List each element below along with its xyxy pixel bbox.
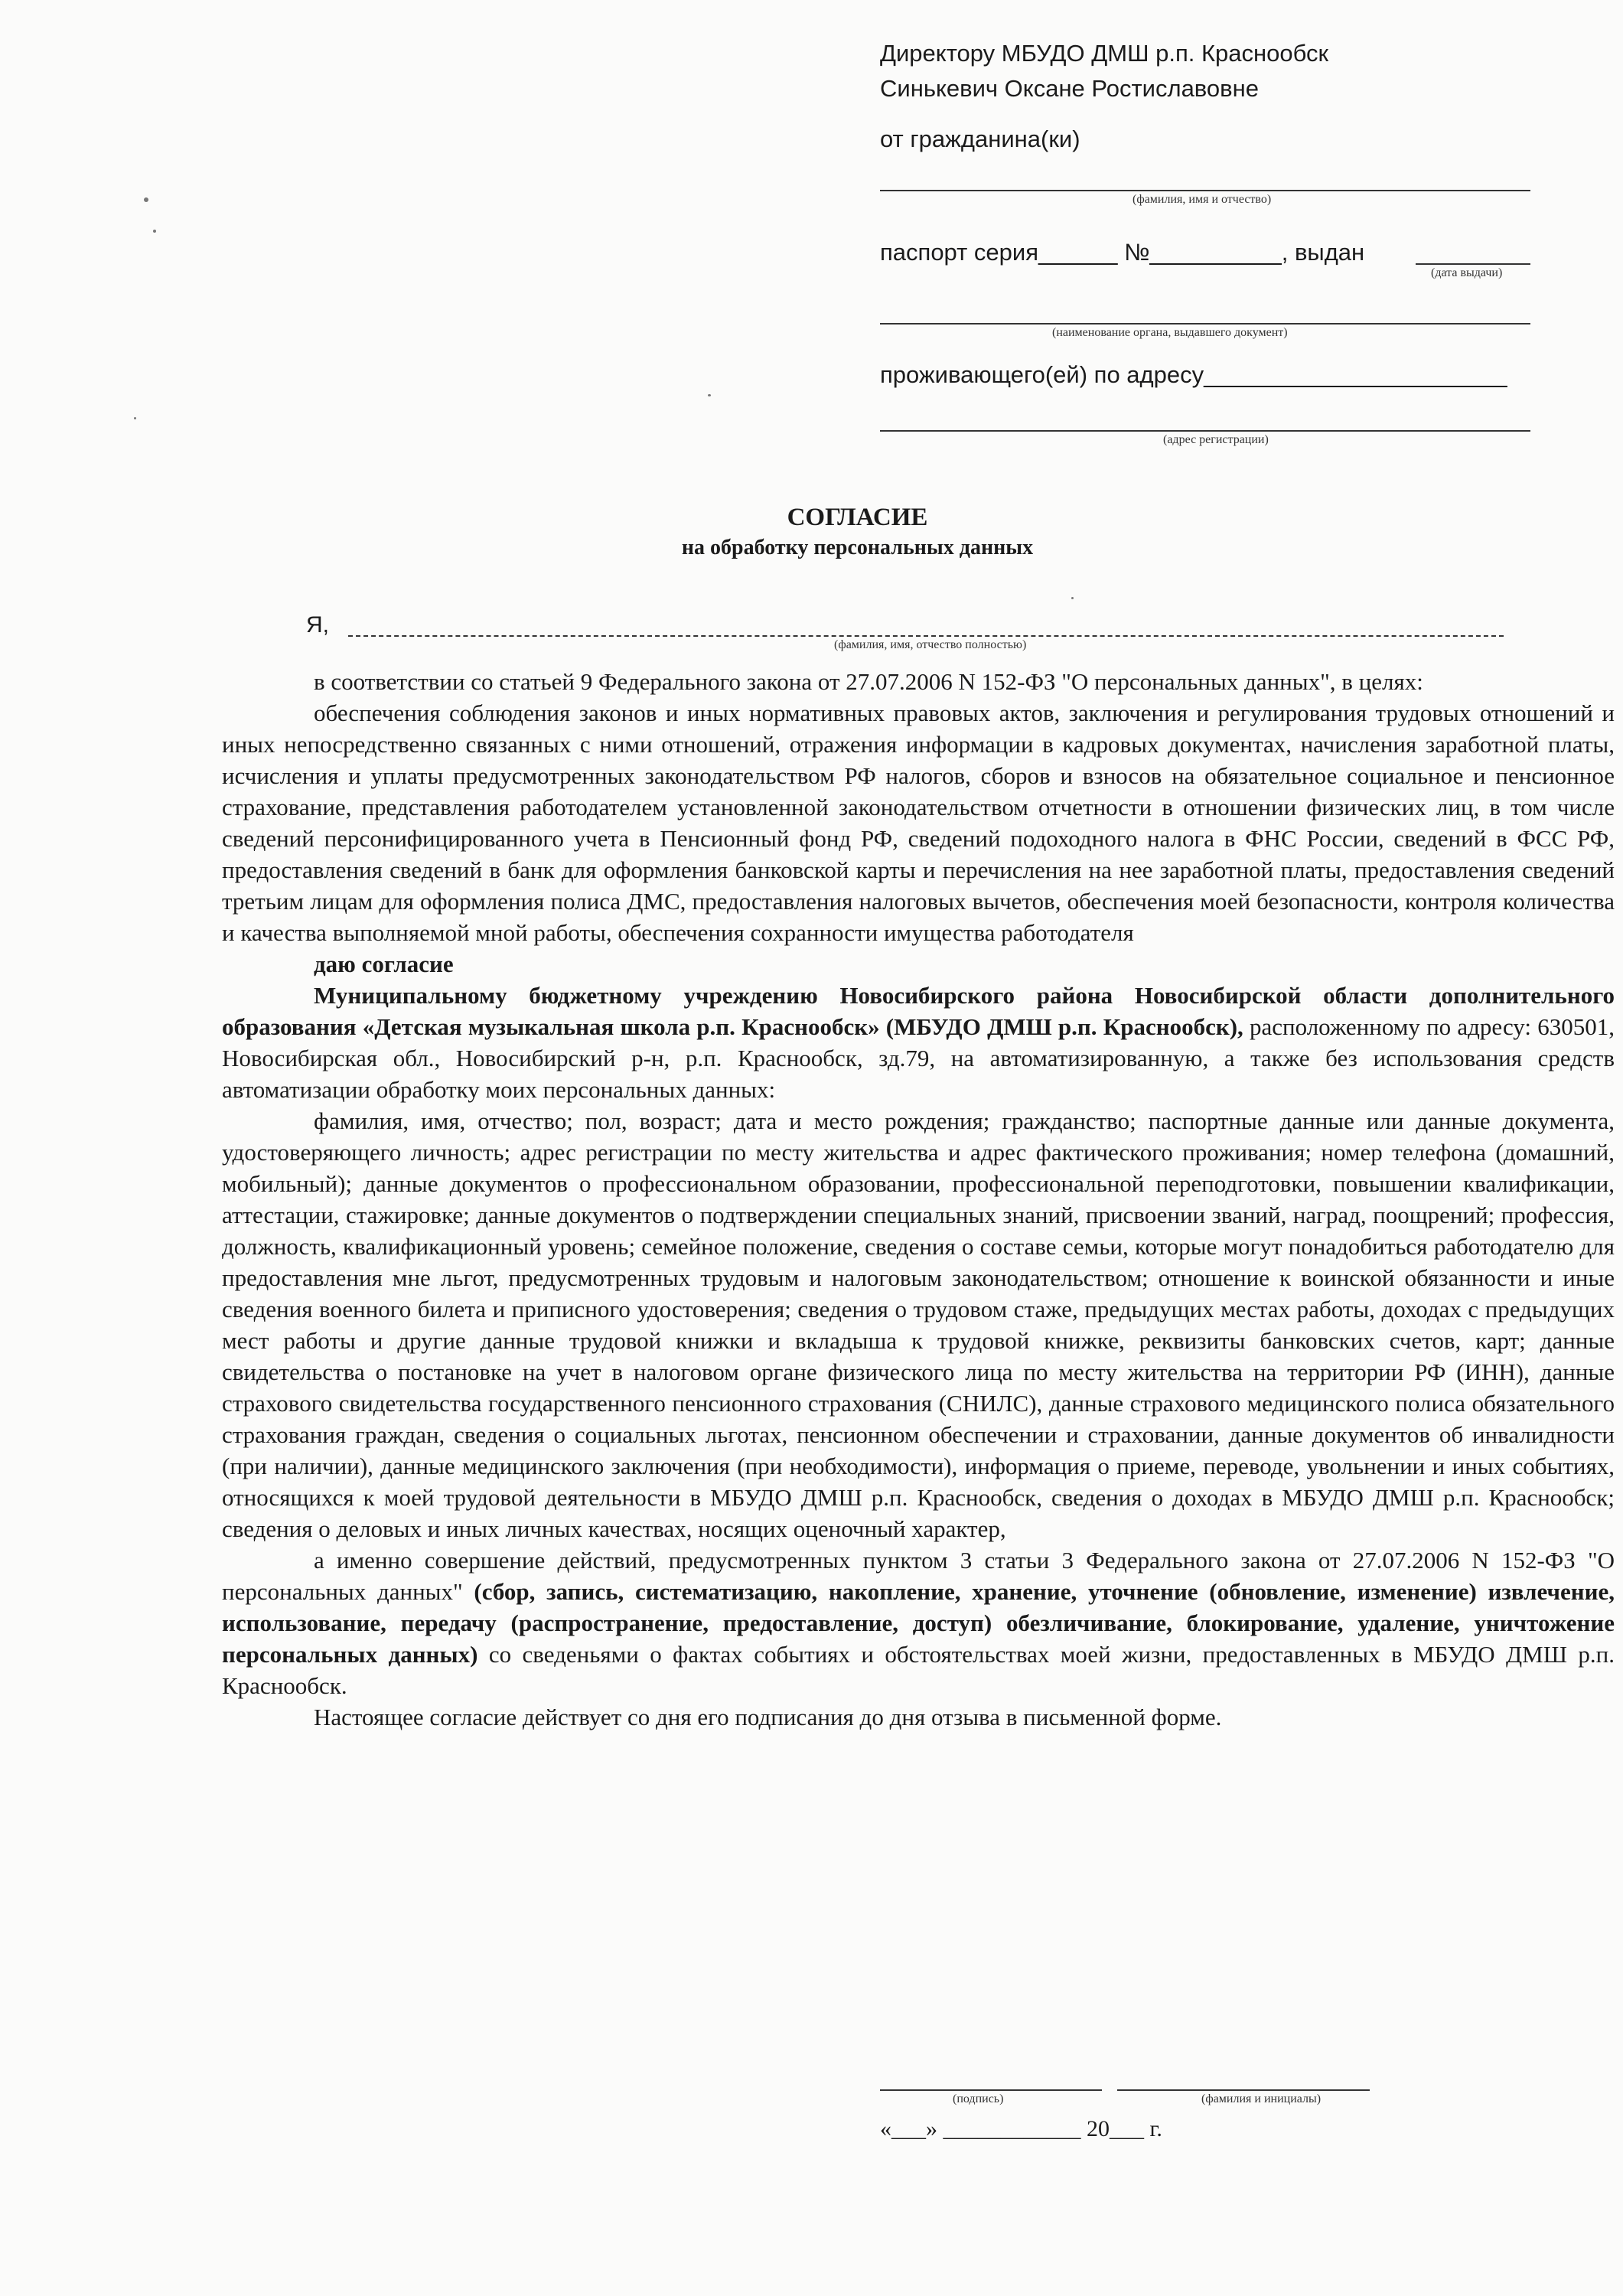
initials-line [1117, 2089, 1370, 2091]
fio-line [880, 190, 1530, 191]
passport-label: паспорт серия______ №__________, выдан [880, 239, 1365, 266]
actions-intro: а именно совершение действий, предусмотренных пунктом 3 статьи 3 Федерального закона от 27.07.2006 N 152-ФЗ "О персональных данных" [222, 1547, 1615, 1605]
address-line [880, 430, 1530, 432]
address-caption: (адрес регистрации) [1163, 433, 1269, 446]
signature-caption: (подпись) [953, 2092, 1004, 2105]
issuer-line [880, 323, 1530, 325]
actions-end: со сведеньями о фактах событиях и обстоятельствах моей жизни, предоставленных в МБУДО ДМШ р.п. Краснообск. [222, 1641, 1615, 1699]
actions-paragraph [222, 1544, 1615, 1701]
director-name: Синькевич Оксане Ростиславовне [880, 75, 1260, 102]
from-citizen-label: от гражданина(ки) [880, 126, 1080, 152]
initials-caption: (фамилия и инициалы) [1201, 2092, 1322, 2105]
operator-address: расположенному по адресу: 630501, Новосибирская обл., Новосибирский р-н, р.п. Краснообск, зд.79, на автоматизированную, а также без использования средств автоматизации обработку моих персональных данных: [222, 1013, 1615, 1103]
full-name-row [306, 612, 1500, 651]
purposes-paragraph: обеспечения соблюдения законов и иных нормативных правовых актов, заключения и регулирования трудовых отношений и иных непосредственно связанных с ними отношений, отражения информации в кадровых документах, начисления заработной платы, исчисления и уплаты предусмотренных законодательством РФ налогов, сборов и взносов на обязательное социальное и пенсионное страхование, представления работодателем установленной законодательством отчетности в отношении физических лиц, в том числе сведений персонифицированного учета в Пенсионный фонд РФ, сведений подоходного налога в ФНС России, сведений в ФСС РФ, предоставления сведений в банк для оформления банковской карты и перечисления на нее заработной платы, предоставления сведений третьим лицам для оформления полиса ДМС, предоставления налоговых вычетов, обеспечения моей безопасности, контроля количества и качества выполняемой мной работы, обеспечения сохранности имущества работодателя [222, 700, 1615, 946]
validity-paragraph: Настоящее согласие действует со дня его подписания до дня отзыва в письменной форме. [314, 1704, 1222, 1730]
director-line: Директору МБУДО ДМШ р.п. Краснообск [880, 40, 1329, 67]
issuer-caption: (наименование органа, выдавшего документ) [1052, 326, 1288, 339]
operator-name: Муниципальному бюджетному учреждению Новосибирского района Новосибирской области дополнительного образования «Детская музыкальная школа р.п. Краснообск» (МБУДО ДМШ р.п. Краснообск), [222, 982, 1615, 1040]
issue-date-caption: (дата выдачи) [1431, 266, 1503, 279]
document-title: СОГЛАСИЕ [787, 504, 928, 531]
purpose-intro: в соответствии со статьей 9 Федерального закона от 27.07.2006 N 152-ФЗ "О персональных данных", в целях: [314, 668, 1423, 695]
residing-label: проживающего(ей) по адресу_______________________ [880, 361, 1507, 388]
consent-phrase: даю согласие [314, 951, 454, 977]
operator-paragraph [222, 980, 1615, 1105]
document-subtitle: на обработку персональных данных [681, 536, 1034, 559]
fio-caption: (фамилия, имя и отчество) [1133, 193, 1272, 206]
signature-line [880, 2089, 1102, 2091]
ya-label: Я, [306, 612, 329, 638]
full-name-line [348, 635, 1504, 637]
consent-body [222, 666, 1615, 1733]
date-line: «___» ____________ 20___ г. [880, 2116, 1162, 2141]
actions-list: (сбор, запись, систематизацию, накопление, хранение, уточнение (обновление, изменение) извлечение, использование, передачу (распространение, предоставление, доступ) обезличивание, блокирование, удаление, уничтожение персональных данных) [222, 1578, 1615, 1668]
full-name-caption: (фамилия, имя, отчество полностью) [834, 638, 1027, 651]
data-list-paragraph: фамилия, имя, отчество; пол, возраст; дата и место рождения; гражданство; паспортные данные или данные документа, удостоверяющего личность; адрес регистрации по месту жительства и адрес фактического проживания; номер телефона (домашний, мобильный); данные документов о профессиональном образовании, профессиональной переподготовки, повышении квалификации, аттестации, стажировке; данные документов о подтверждении специальных знаний, присвоении званий, наград, поощрений; профессия, должность, квалификационный уровень; семейное положение, сведения о составе семьи, которые могут понадобиться работодателю для предоставления мне льгот, предусмотренных трудовым и налоговым законодательством; отношение к воинской обязанности и иные сведения военного билета и приписного удостоверения; сведения о трудовом стаже, предыдущих местах работы, доходах с предыдущих мест работы и другие данные трудовой книжки и вкладыша к трудовой книжке, реквизиты банковских счетов, карт; данные свидетельства о постановке на учет в налоговом органе физического лица по месту жительства на территории РФ (ИНН), данные страхового свидетельства государственного пенсионного страхования (СНИЛС), данные страхового медицинского полиса обязательного страхования граждан, сведения о социальных льготах, пенсионном обеспечении и страховании, данные документов об инвалидности (при наличии), данные медицинского заключения (при необходимости), информация о приеме, переводе, увольнении и иных событиях, относящихся к моей трудовой деятельности в МБУДО ДМШ р.п. Краснообск, сведения о доходах в МБУДО ДМШ р.п. Краснообск; сведения о деловых и иных личных качествах, носящих оценочный характер, [222, 1107, 1615, 1542]
issue-date-line [1416, 263, 1530, 265]
